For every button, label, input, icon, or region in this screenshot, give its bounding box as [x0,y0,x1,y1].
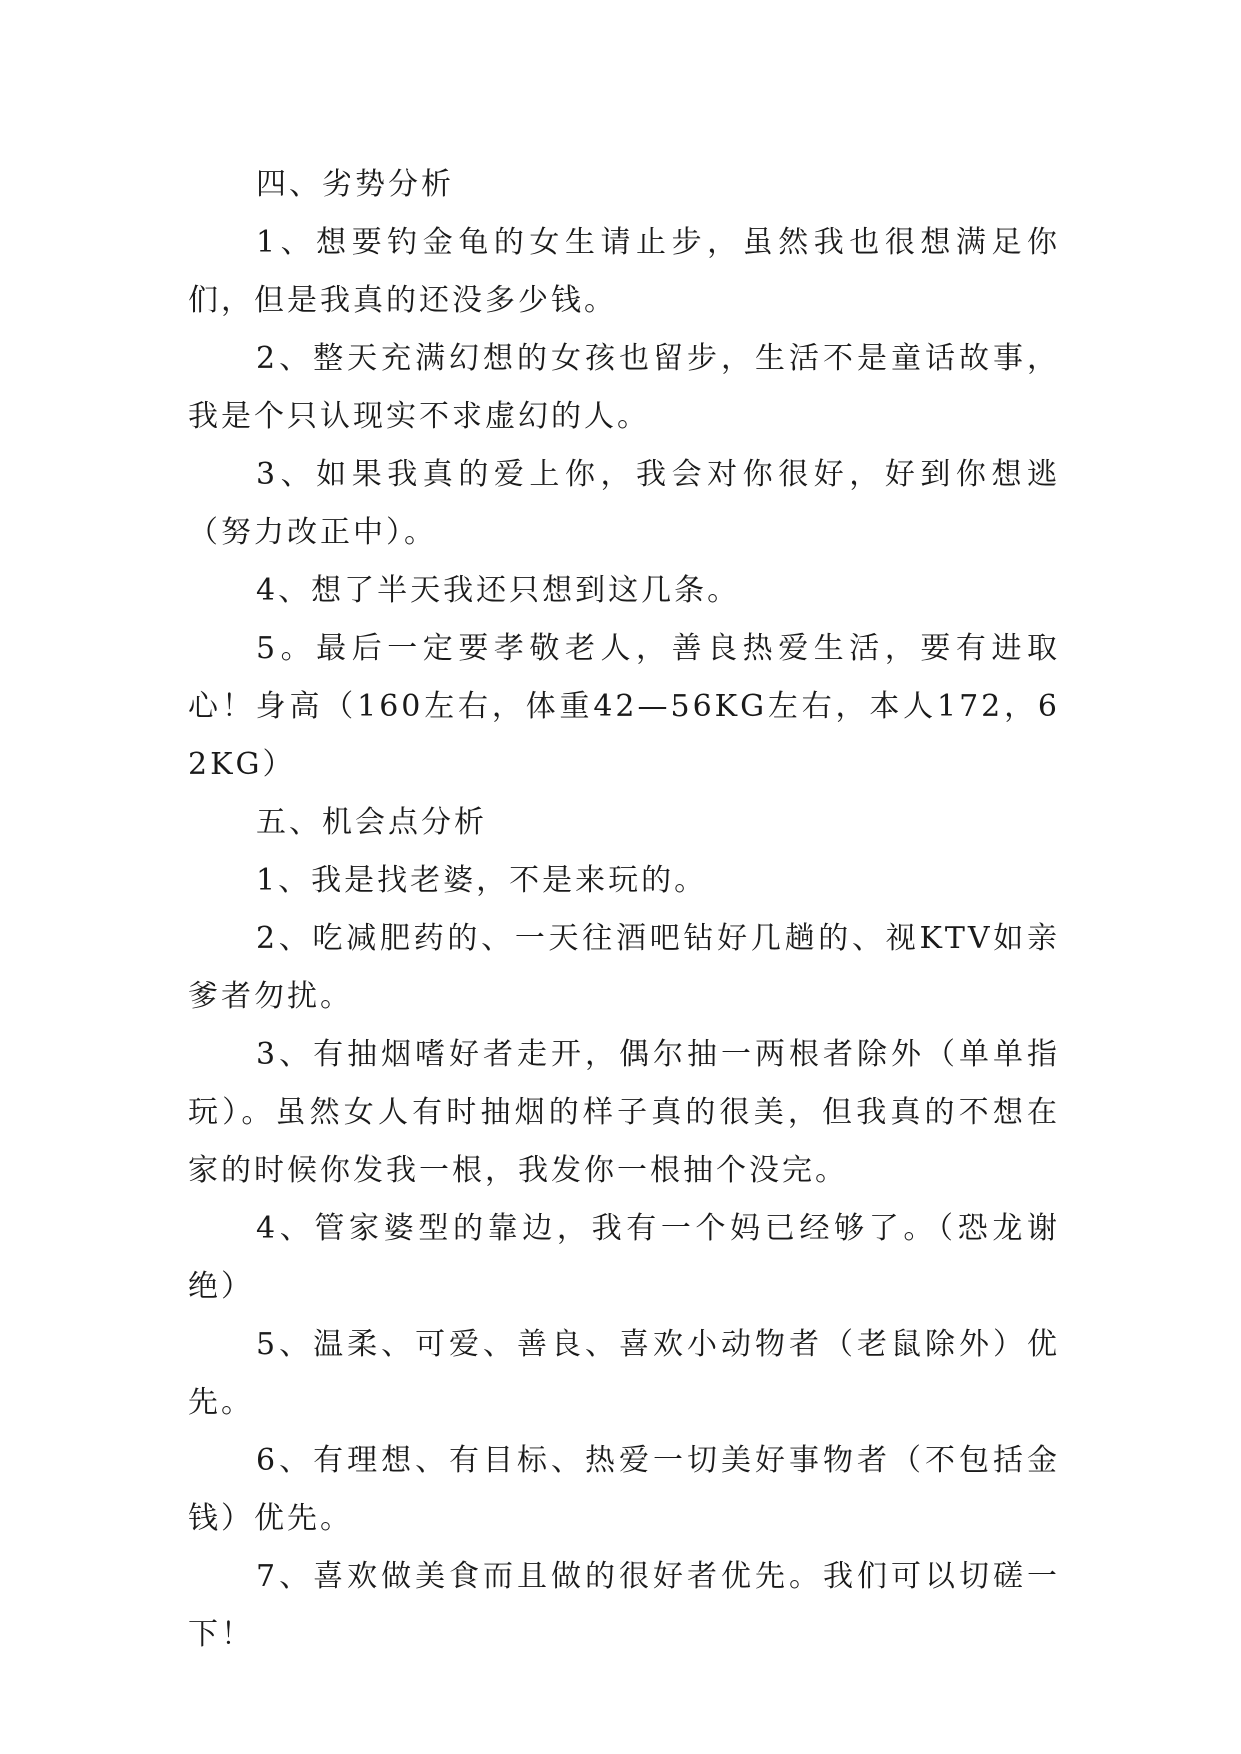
paragraph-opportunity-2: 2、吃减肥药的、一天往酒吧钻好几趟的、视KTV如亲爹者勿扰。 [188,921,1060,1014]
paragraph-opportunity-6: 6、有理想、有目标、热爱一切美好事物者（不包括金钱）优先。 [188,1443,1060,1536]
paragraph-weakness-2: 2、整天充满幻想的女孩也留步，生活不是童话故事，我是个只认现实不求虚幻的人。 [188,341,1060,434]
paragraph-opportunity-5: 5、温柔、可爱、善良、喜欢小动物者（老鼠除外）优先。 [188,1327,1060,1420]
paragraph-opportunity-1: 1、我是找老婆，不是来玩的。 [256,863,708,898]
paragraph-weakness-1: 1、想要钓金龟的女生请止步，虽然我也很想满足你们，但是我真的还没多少钱。 [188,225,1060,318]
paragraph-opportunity-4: 4、管家婆型的靠边，我有一个妈已经够了。（恐龙谢绝） [188,1211,1060,1304]
paragraph-weakness-4: 4、想了半天我还只想到这几条。 [256,573,741,608]
paragraph-weakness-3: 3、如果我真的爱上你，我会对你很好，好到你想逃（努力改正中）。 [188,457,1060,550]
paragraph-opportunity-3: 3、有抽烟嗜好者走开，偶尔抽一两根者除外（单单指玩）。虽然女人有时抽烟的样子真的很美，但我真的不想在家的时候你发我一根，我发你一根抽个没完。 [188,1037,1060,1188]
document-body [188,156,1060,1664]
paragraph-weakness-5: 5。最后一定要孝敬老人，善良热爱生活，要有进取心！身高（160左右，体重42—56KG左右，本人172，62KG） [188,631,1060,782]
section-heading-opportunity: 五、机会点分析 [256,805,487,840]
paragraph-opportunity-7: 7、喜欢做美食而且做的很好者优先。我们可以切磋一下！ [188,1559,1060,1652]
section-heading-weakness: 四、劣势分析 [256,167,454,202]
